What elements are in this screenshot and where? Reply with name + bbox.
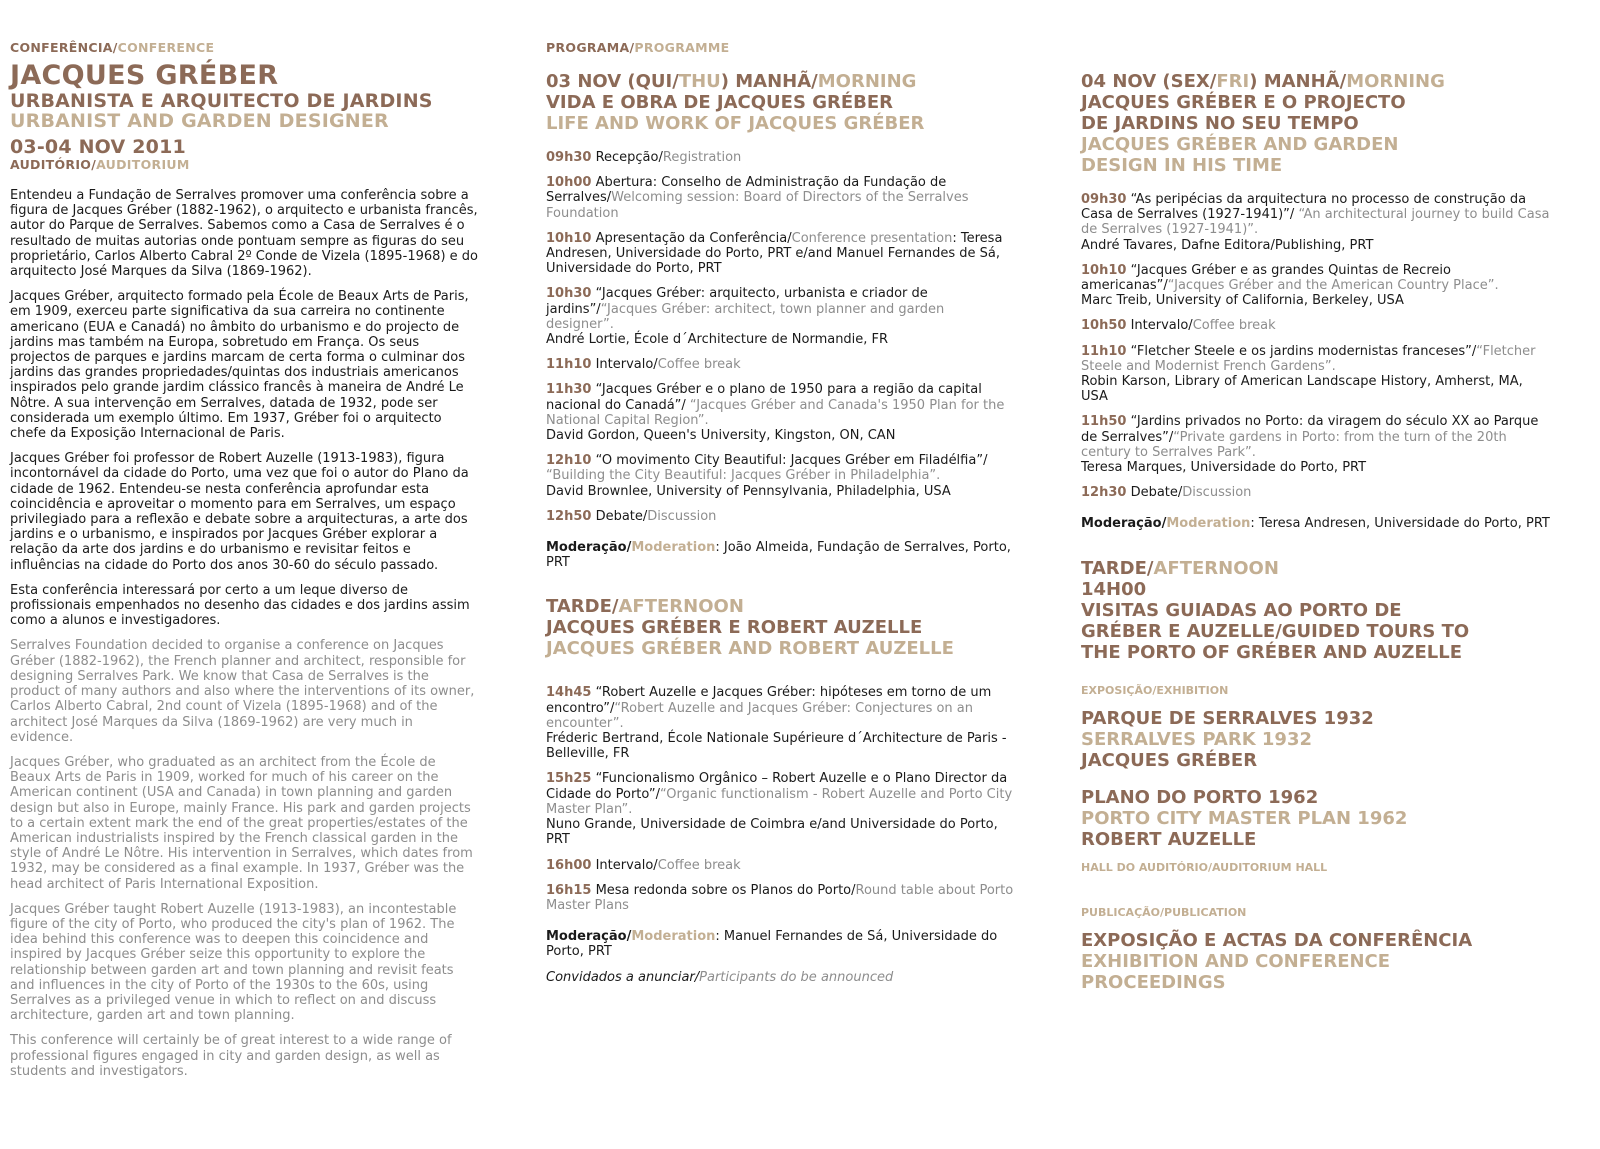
exhibition-2-author: ROBERT AUZELLE	[1081, 828, 1257, 850]
programme-item: 11h30 “Jacques Gréber e o plano de 1950 para a região da capital nacional do Canadá”/ “Jacques Gréber and Canada's 1950 Plan for the National Capital Region”. David Gordon, Queen's University, Kingston, ON, CAN	[546, 382, 1005, 444]
programme-item: 11h50 “Jardins privados no Porto: da viragem do século XX ao Parque de Serralves”/“Private gardens in Porto: from the turn of the 20th century to Serralves Park”. Teresa Marques, Universidade do Porto, PRT	[1081, 414, 1539, 476]
afternoon-heading: TARDE/AFTERNOON	[546, 596, 744, 618]
conference-kicker: CONFERÊNCIA/CONFERENCE	[10, 40, 215, 55]
day1-title-en: LIFE AND WORK OF JACQUES GRÉBER	[546, 113, 925, 134]
moderation: Moderação/Moderation: Teresa Andresen, Universidade do Porto, PRT	[1081, 516, 1550, 532]
programme-item: 12h30 Debate/Discussion	[1081, 485, 1252, 501]
afternoon-title-pt: JACQUES GRÉBER E ROBERT AUZELLE	[546, 617, 923, 639]
subtitle-en: URBANIST AND GARDEN DESIGNER	[10, 110, 389, 132]
moderation: Moderação/Moderation: João Almeida, Fundação de Serralves, Porto, PRT	[546, 540, 1011, 571]
publication-kicker: PUBLICAÇÃO/PUBLICATION	[1081, 905, 1247, 919]
guests-note: Convidados a anunciar/Participants do be announced	[546, 969, 894, 985]
intro-paragraph-pt: Jacques Gréber, arquitecto formado pela École de Beaux Arts de Paris, em 1909, exerceu parte significativa da sua carreira no continente americano (EUA e Canadá) no âmbito do urbanismo e do projecto de jardins mas também na Europa, sobretudo em França. Os seus projectos de parques e jardins marcam de certa forma o culminar dos jardins das grandes propriedades/quintas dos industriais americanos inspirados pelo grande jardim clássico francês à maneira de André Le Nôtre. A sua intervenção em Serralves, datada de 1932, pode ser considerada um exemplo último. Em 1937, Gréber foi o arquitecto chefe da Exposição Internacional de Paris.	[10, 289, 469, 442]
programme-item: 14h45 “Robert Auzelle e Jacques Gréber: hipóteses em torno de um encontro”/“Robert Auzelle and Jacques Gréber: Conjectures on an encounter”. Fréderic Bertrand, École Nationale Supérieure d´Architecture de Paris - Belleville, FR	[546, 685, 1007, 762]
programme-item: 11h10 “Fletcher Steele e os jardins modernistas franceses”/“Fletcher Steele and Modernist French Gardens”. Robin Karson, Library of American Landscape History, Amherst, MA, USA	[1081, 343, 1536, 405]
subtitle-pt: URBANISTA E ARQUITECTO DE JARDINS	[10, 90, 433, 112]
intro-paragraph-en: Jacques Gréber, who graduated as an architect from the École de Beaux Arts de Paris in 1909, worked for much of his career on the American continent (USA and Canada) in town planning and garden design but also in Europe, mainly France. His park and garden projects to a certain extent mark the end of the great properties/estates of the American industrialists inspired by the French classical garden in the style of André Le Nôtre. His intervention in Serralves, which dates from 1932, may be considered as a final example. In 1937, Gréber was the head architect of Paris International Exposition.	[10, 754, 473, 892]
programme-item: 12h10 “O movimento City Beautiful: Jacques Gréber em Filadélfia”/ “Building the City Beautiful: Jacques Gréber in Philadelphia”. David Brownlee, University of Pennsylvania, Philadelphia, USA	[546, 453, 988, 499]
exhibition-kicker: EXPOSIÇÃO/EXHIBITION	[1081, 683, 1229, 697]
programme-item: 16h00 Intervalo/Coffee break	[546, 857, 741, 873]
day2-title-pt: DE JARDINS NO SEU TEMPO	[1081, 113, 1359, 134]
publication-title-en: EXHIBITION AND CONFERENCE	[1081, 950, 1391, 972]
day2-title-pt: JACQUES GRÉBER E O PROJECTO	[1081, 92, 1406, 113]
publication-title-en: PROCEEDINGS	[1081, 971, 1226, 993]
exhibition-1-en: SERRALVES PARK 1932	[1081, 728, 1313, 750]
tours-title: THE PORTO OF GRÉBER AND AUZELLE	[1081, 641, 1463, 663]
intro-paragraph-en: This conference will certainly be of great interest to a wide range of professional figures engaged in city and garden design, as well as students and investigators.	[10, 1033, 452, 1079]
conference-date: 03-04 NOV 2011	[10, 136, 186, 158]
programme-item: 10h10 Apresentação da Conferência/Conference presentation: Teresa Andresen, Universidade do Porto, PRT e/and Manuel Fernandes de Sá, Universidade do Porto, PRT	[546, 230, 1003, 277]
publication-title-pt: EXPOSIÇÃO E ACTAS DA CONFERÊNCIA	[1081, 929, 1473, 951]
tours-title: GRÉBER E AUZELLE/GUIDED TOURS TO	[1081, 620, 1470, 642]
programme-item: 16h15 Mesa redonda sobre os Planos do Porto/Round table about Porto Master Plans	[546, 882, 1014, 913]
programme-item: 10h00 Abertura: Conselho de Administração da Fundação de Serralves/Welcoming session: Board of Directors of the Serralves Foundation	[546, 175, 969, 221]
moderation: Moderação/Moderation: Manuel Fernandes de Sá, Universidade do Porto, PRT	[546, 929, 998, 960]
exhibition-2-en: PORTO CITY MASTER PLAN 1962	[1081, 807, 1408, 829]
programme-day1-column	[546, 40, 1016, 995]
day2-heading: 04 NOV (SEX/FRI) MANHÃ/MORNING	[1081, 71, 1445, 92]
programme-kicker: PROGRAMA/PROGRAMME	[546, 40, 730, 55]
exhibition-1-author: JACQUES GRÉBER	[1081, 749, 1258, 771]
intro-paragraph-en: Jacques Gréber taught Robert Auzelle (1913-1983), an incontestable figure of the city of Porto, who produced the city's plan of 1962. The idea behind this conference was to deepen this coincidence and inspired by Jacques Gréber seize this opportunity to explore the relationship between garden art and town planning and revisit feats and influences in the city of Porto of the 1930s to the 60s, using Serralves as a privileged venue in which to reflect on and discuss architecture, garden art and town planning.	[10, 901, 457, 1024]
intro-paragraph-en: Serralves Foundation decided to organise a conference on Jacques Gréber (1882-1962), the French planner and architect, responsible for designing Serralves Park. We know that Casa de Serralves is the product of many authors and also where the interventions of its owner, Carlos Alberto Cabral, 2nd count of Vizela (1895-1968) and of the architect José Marques da Silva (1869-1962) are very much in evidence.	[10, 638, 475, 745]
programme-item: 11h10 Intervalo/Coffee break	[546, 357, 741, 373]
programme-item: 10h10 “Jacques Gréber e as grandes Quintas de Recreio americanas”/“Jacques Gréber and the American Country Place”. Marc Treib, University of California, Berkeley, USA	[1081, 262, 1499, 309]
programme-item: 15h25 “Funcionalismo Orgânico – Robert Auzelle e o Plano Director da Cidade do Porto”/“Organic functionalism - Robert Auzelle and Porto City Master Plan”. Nuno Grande, Universidade de Coimbra e/and Universidade do Porto, PRT	[546, 771, 1013, 848]
day2-title-en: DESIGN IN HIS TIME	[1081, 155, 1283, 176]
exhibition-venue: HALL DO AUDITÓRIO/AUDITORIUM HALL	[1081, 860, 1328, 874]
day1-heading: 03 NOV (QUI/THU) MANHÃ/MORNING	[546, 71, 917, 92]
intro-paragraph-pt: Entendeu a Fundação de Serralves promover uma conferência sobre a figura de Jacques Gréber (1882-1962), o arquitecto e urbanista francês, autor do Parque de Serralves. Sabemos como a Casa de Serralves é o resultado de muitas autorias onde pontuam sempre as figuras do seu proprietário, Carlos Alberto Cabral 2º Conde de Vizela (1895-1968) e do arquitecto José Marques da Silva (1869-1962).	[10, 188, 478, 280]
intro-column	[10, 40, 480, 1089]
afternoon-heading: TARDE/AFTERNOON	[1081, 557, 1279, 579]
programme-day2-column	[1081, 40, 1551, 993]
programme-item: 09h30 “As peripécias da arquitectura no processo de construção da Casa de Serralves (1927-1941)”/ “An architectural journey to build Casa de Serralves (1927-1941)”. André Tavares, Dafne Editora/Publishing, PRT	[1081, 192, 1550, 253]
programme-item: 09h30 Recepção/Registration	[546, 150, 742, 165]
day1-title-pt: VIDA E OBRA DE JACQUES GRÉBER	[546, 92, 894, 113]
venue: AUDITÓRIO/AUDITORIUM	[10, 157, 190, 172]
intro-paragraph-pt: Jacques Gréber foi professor de Robert Auzelle (1913-1983), figura incontornável da cidade do Porto, uma vez que foi o autor do Plano da cidade de 1962. Entendeu-se nesta conferência aprofundar esta coincidência e aproveitar o momento para em Serralves, um espaço privilegiado para a reflexão e debate sobre a arquitecturas, a arte dos jardins e o urbanismo, e inspirados por Jacques Gréber explorar a relação da arte dos jardins e do urbanismo e revisitar feitos e influências na cidade do Porto dos anos 30-60 do século passado.	[10, 451, 469, 573]
conference-title: JACQUES GRÉBER	[10, 60, 279, 91]
exhibition-1-pt: PARQUE DE SERRALVES 1932	[1081, 707, 1374, 729]
day2-title-en: JACQUES GRÉBER AND GARDEN	[1081, 134, 1399, 155]
programme-item: 12h50 Debate/Discussion	[546, 508, 717, 524]
intro-paragraph-pt: Esta conferência interessará por certo a um leque diverso de profissionais empenhados no desenho das cidades e dos jardins assim como a alunos e investigadores.	[10, 582, 470, 629]
programme-item: 10h50 Intervalo/Coffee break	[1081, 318, 1276, 334]
afternoon-title-en: JACQUES GRÉBER AND ROBERT AUZELLE	[546, 638, 954, 660]
programme-item: 10h30 “Jacques Gréber: arquitecto, urbanista e criador de jardins”/“Jacques Gréber: architect, town planner and garden designer”. André Lortie, École d´Architecture de Normandie, FR	[546, 286, 945, 348]
tours-time: 14H00	[1081, 578, 1147, 600]
exhibition-2-pt: PLANO DO PORTO 1962	[1081, 786, 1319, 808]
tours-title: VISITAS GUIADAS AO PORTO DE	[1081, 599, 1402, 621]
